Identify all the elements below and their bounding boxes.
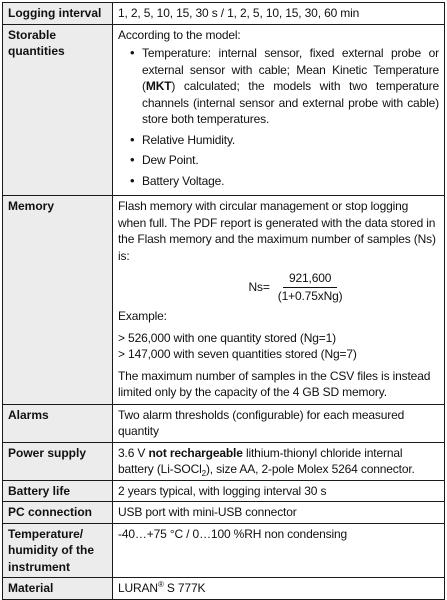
- row-value: [113, 442, 445, 480]
- samples-formula: [118, 270, 439, 304]
- registered-mark: ®: [157, 580, 164, 589]
- table-row-memory: [3, 196, 445, 405]
- table-row-alarms: [3, 404, 445, 442]
- row-label: Logging interval: [3, 3, 113, 25]
- formula-numerator: 921,600: [283, 270, 337, 288]
- material-grade: S 777K: [163, 581, 206, 595]
- power-text-pre: 3.6 V: [118, 445, 149, 460]
- mkt-abbr: MKT: [145, 79, 172, 93]
- table-row-power-supply: [3, 442, 445, 480]
- table-row-temperature-humidity: [3, 523, 445, 578]
- row-label: Storable quantities: [3, 24, 113, 196]
- example-label: Example:: [118, 309, 167, 323]
- row-value: [113, 24, 445, 196]
- storable-list: [118, 45, 439, 189]
- table-row-storable-quantities: [3, 24, 445, 196]
- not-rechargeable-text: not rechargeable: [148, 445, 243, 460]
- row-value: 1, 2, 5, 10, 15, 30 s / 1, 2, 5, 10, 15, 30, 60 min: [113, 3, 445, 25]
- row-label: Alarms: [3, 404, 113, 442]
- list-item: • Battery Voltage.: [142, 173, 439, 190]
- table-row-battery-life: [3, 480, 445, 502]
- row-value: -40…+75 °C / 0…100 %RH non condensing: [113, 523, 445, 578]
- power-text-mid: lithium-thionyl chloride internal battery (Li-SOCl: [118, 445, 403, 476]
- row-value: [113, 196, 445, 405]
- row-label: Memory: [3, 196, 113, 405]
- formula-denominator: (1+0.75xNg): [277, 288, 343, 303]
- row-label: Power supply: [3, 442, 113, 480]
- list-item: [142, 45, 439, 128]
- formula-lhs: Ns=: [248, 279, 270, 294]
- table-row-pc-connection: [3, 502, 445, 524]
- material-name: LURAN: [118, 581, 158, 595]
- row-label: PC connection: [3, 502, 113, 524]
- storable-intro: According to the model:: [118, 27, 241, 42]
- row-label: Material: [3, 578, 113, 600]
- memory-description: Flash memory with circular management or stop logging when full. The PDF report is generated with the data stored in the Flash memory and the maximum number of samples (Ns) is:: [118, 199, 436, 263]
- formula-fraction: [272, 270, 349, 304]
- storable-temperature-text-post: ) calculated; the models with two temperature channels (internal sensor and external probe with cable) store both temperatures.: [142, 79, 439, 126]
- row-label: Battery life: [3, 480, 113, 502]
- power-text-post: ), size AA, 2-pole Molex 5264 connector.: [205, 462, 415, 476]
- row-value: 2 years typical, with logging interval 30 s: [113, 480, 445, 502]
- specifications-table: [2, 2, 445, 600]
- row-value: USB port with mini-USB connector: [113, 502, 445, 524]
- table-row-logging-interval: [3, 3, 445, 25]
- csv-capacity-note: The maximum number of samples in the CSV files is instead limited only by the capacity of the 4 GB SD memory.: [118, 368, 431, 399]
- example-seven-quantities: > 147,000 with seven quantities stored (Ng=7): [118, 347, 357, 361]
- chemical-subscript: 2: [201, 469, 206, 478]
- row-value: Two alarm thresholds (configurable) for each measured quantity: [113, 404, 445, 442]
- storable-temperature-text-pre: Temperature: internal sensor, fixed external probe or external sensor with cable; Mean Kinetic Temperature (: [142, 46, 439, 93]
- list-item: • Relative Humidity.: [142, 132, 439, 149]
- row-label: Temperature/ humidity of the instrument: [3, 523, 113, 578]
- row-value: [113, 578, 445, 600]
- example-one-quantity: > 526,000 with one quantity stored (Ng=1): [118, 330, 336, 345]
- table-row-material: [3, 578, 445, 600]
- list-item: • Dew Point.: [142, 152, 439, 169]
